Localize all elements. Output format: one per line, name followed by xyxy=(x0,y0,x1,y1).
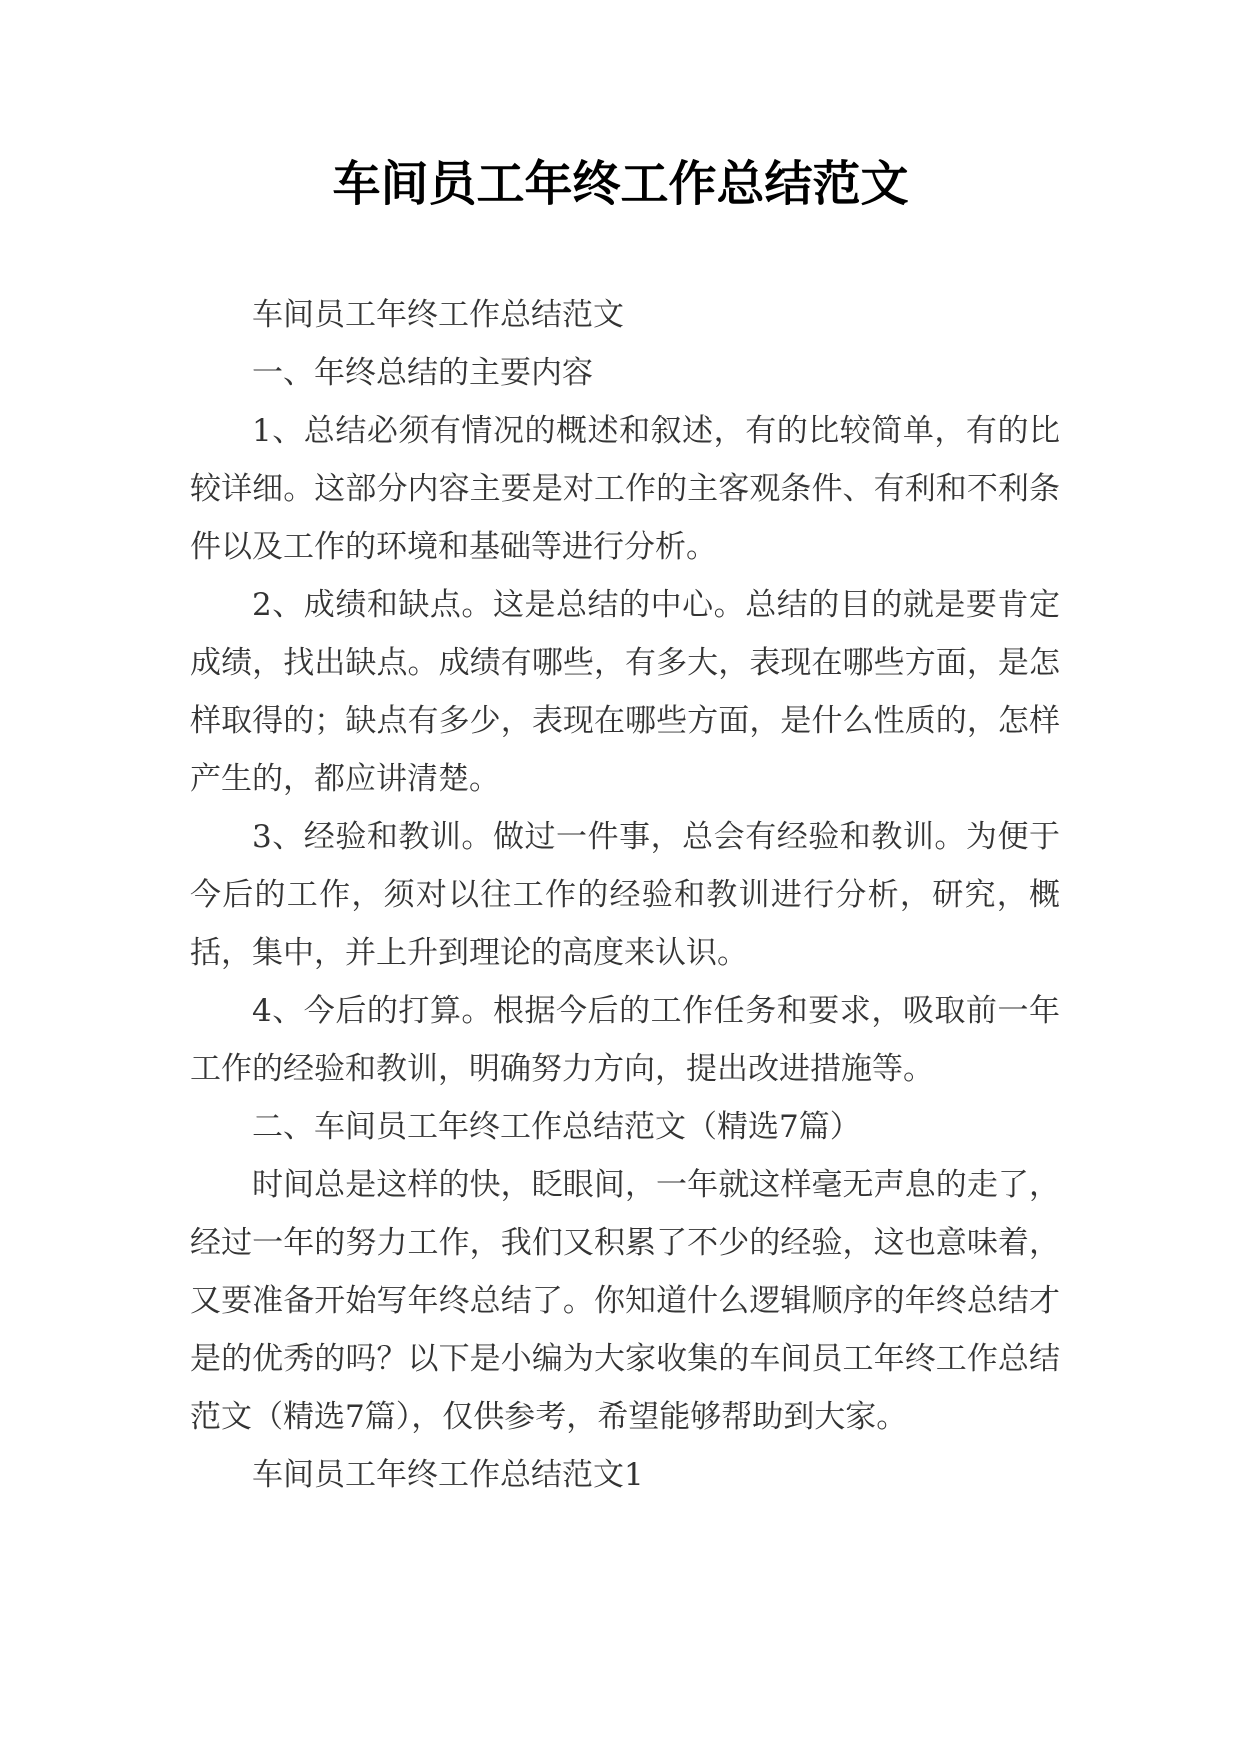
document-body xyxy=(190,286,1060,1504)
paragraph-section-heading-2: 二、车间员工年终工作总结范文（精选7篇） xyxy=(252,1109,861,1145)
paragraph-subtitle: 车间员工年终工作总结范文 xyxy=(252,297,624,333)
paragraph-article-heading-1: 车间员工年终工作总结范文1 xyxy=(252,1457,644,1493)
paragraph-item-2: 2、成绩和缺点。这是总结的中心。总结的目的就是要肯定成绩，找出缺点。成绩有哪些，有多大，表现在哪些方面，是怎样取得的；缺点有多少，表现在哪些方面，是什么性质的，怎样产生的，都应讲清楚。 xyxy=(190,587,1060,797)
paragraph-intro: 时间总是这样的快，眨眼间，一年就这样毫无声息的走了，经过一年的努力工作，我们又积累了不少的经验，这也意味着，又要准备开始写年终总结了。你知道什么逻辑顺序的年终总结才是的优秀的吗？以下是小编为大家收集的车间员工年终工作总结范文（精选7篇），仅供参考，希望能够帮助到大家。 xyxy=(190,1167,1060,1435)
paragraph-item-3: 3、经验和教训。做过一件事，总会有经验和教训。为便于今后的工作，须对以往工作的经验和教训进行分析，研究，概括，集中，并上升到理论的高度来认识。 xyxy=(190,819,1060,971)
paragraph-section-heading-1: 一、年终总结的主要内容 xyxy=(252,355,593,391)
paragraph-item-1: 1、总结必须有情况的概述和叙述，有的比较简单，有的比较详细。这部分内容主要是对工作的主客观条件、有利和不利条件以及工作的环境和基础等进行分析。 xyxy=(190,413,1060,565)
paragraph-item-4: 4、今后的打算。根据今后的工作任务和要求，吸取前一年工作的经验和教训，明确努力方向，提出改进措施等。 xyxy=(190,993,1060,1087)
document-title: 车间员工年终工作总结范文 xyxy=(332,156,909,212)
